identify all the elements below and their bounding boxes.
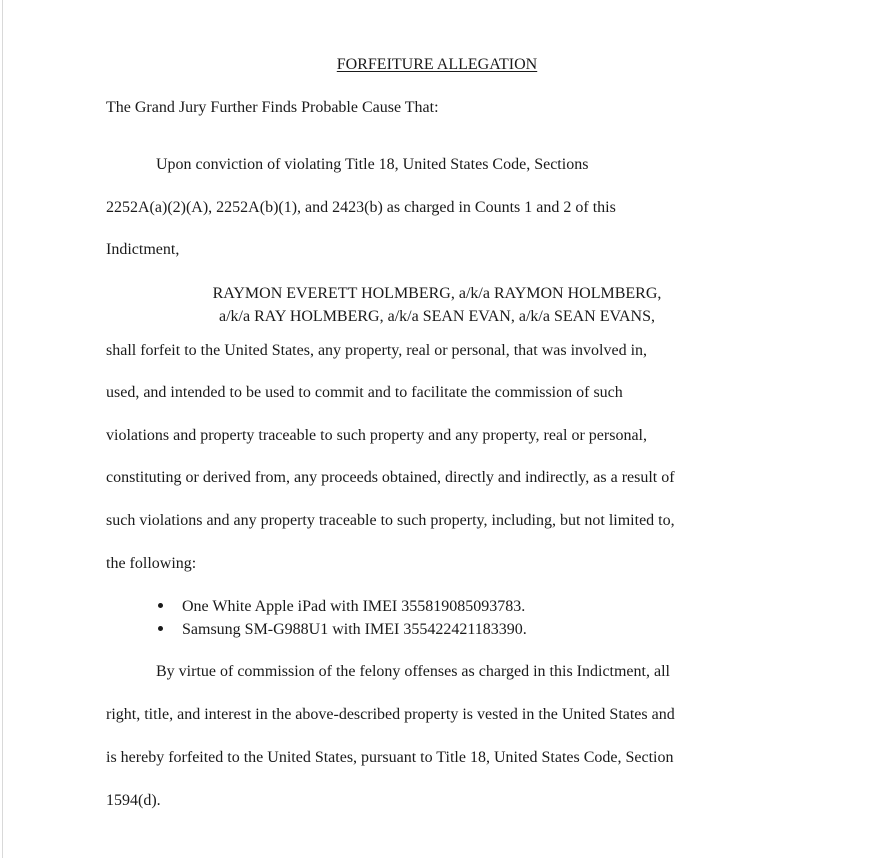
section-heading: FORFEITURE ALLEGATION: [336, 56, 538, 73]
para2-line-6: the following:: [106, 555, 197, 572]
property-list-item: [158, 597, 525, 617]
property-item-text: Samsung SM-G988U1 with IMEI 355422421183390.: [182, 621, 527, 638]
page-edge: [2, 0, 3, 858]
property-list-item: [158, 620, 527, 640]
para3-line-3: is hereby forfeited to the United States, pursuant to Title 18, United States Code, Section: [106, 749, 674, 766]
intro-line: The Grand Jury Further Finds Probable Cause That:: [106, 99, 439, 116]
defendant-line-1: RAYMON EVERETT HOLMBERG, a/k/a RAYMON HOLMBERG,: [212, 285, 662, 302]
para3-line-1: By virtue of commission of the felony offenses as charged in this Indictment, all: [156, 663, 670, 680]
bullet-icon: [158, 603, 163, 608]
para1-line-1: Upon conviction of violating Title 18, United States Code, Sections: [156, 156, 589, 173]
para2-line-1: shall forfeit to the United States, any property, real or personal, that was involved in,: [106, 342, 648, 359]
bullet-icon: [158, 626, 163, 631]
property-item-text: One White Apple iPad with IMEI 355819085093783.: [182, 598, 526, 615]
para2-line-3: violations and property traceable to such property and any property, real or personal,: [106, 427, 647, 444]
para1-line-2: 2252A(a)(2)(A), 2252A(b)(1), and 2423(b) as charged in Counts 1 and 2 of this: [106, 199, 616, 216]
defendant-line-2: a/k/a RAY HOLMBERG, a/k/a SEAN EVAN, a/k/a SEAN EVANS,: [219, 308, 655, 325]
para3-line-2: right, title, and interest in the above-described property is vested in the United States and: [106, 706, 675, 723]
para3-line-4: 1594(d).: [106, 792, 161, 809]
para2-line-5: such violations and any property traceable to such property, including, but not limited to,: [106, 512, 675, 529]
para1-line-3: Indictment,: [106, 241, 180, 258]
para2-line-2: used, and intended to be used to commit and to facilitate the commission of such: [106, 384, 623, 401]
para2-line-4: constituting or derived from, any proceeds obtained, directly and indirectly, as a result of: [106, 469, 675, 486]
